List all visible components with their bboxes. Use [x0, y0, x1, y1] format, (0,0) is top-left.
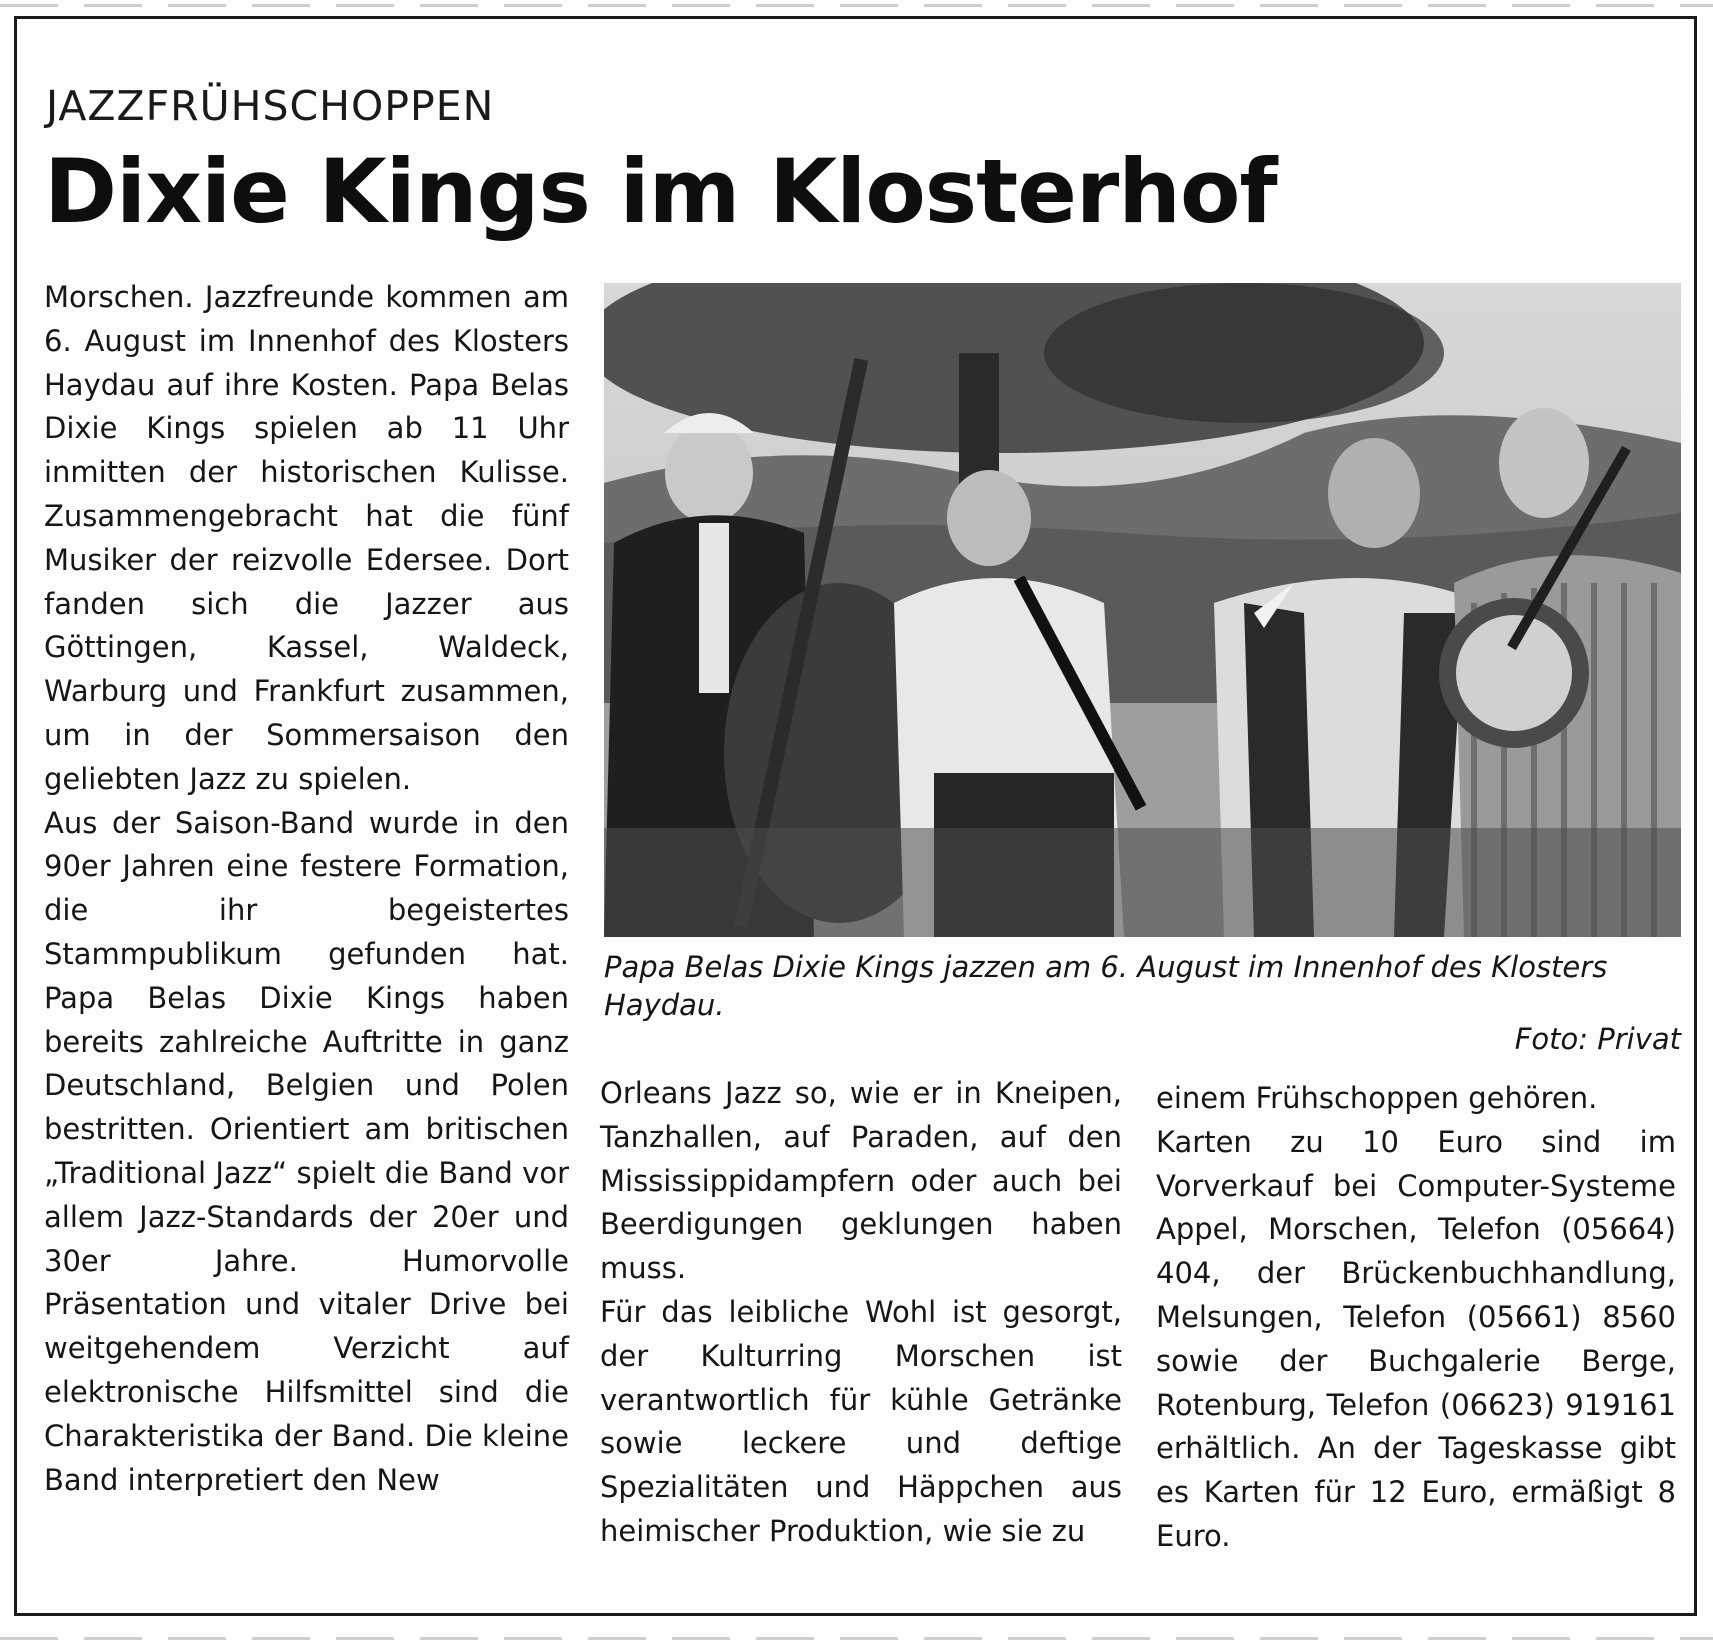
photo-caption [604, 948, 1681, 1058]
band-photo-illustration [604, 283, 1681, 937]
article-column-1 [44, 276, 569, 1502]
article-headline: Dixie Kings im Klosterhof [44, 140, 1277, 243]
paragraph: Orleans Jazz so, wie er in Kneipen, Tanzhallen, auf Paraden, auf den Mississippidampfern oder auch bei Beerdigungen geklungen haben muss. [600, 1076, 1122, 1286]
paragraph: einem Frühschoppen gehören. [1156, 1081, 1598, 1115]
article-kicker: JAZZFRÜHSCHOPPEN [46, 82, 495, 130]
band-photo [604, 283, 1681, 937]
paragraph: Aus der Saison-Band wurde in den 90er Jahren eine festere Formation, die ihr begeistertes Stammpublikum gefunden hat. Papa Belas Dixie Kings haben bereits zahlreiche Auftritte in ganz Deutschland, Belgien und Polen bestritten. Orientiert am britischen „Traditional Jazz“ spielt die Band vor allem Jazz-Standards der 20er und 30er Jahre. Humorvolle Präsentation und vitaler Drive bei weitgehendem Verzicht auf elektronische Hilfsmittel sind die Charakteristika der Band. Die kleine Band interpretiert den New [44, 805, 569, 1497]
scan-artifact-top [0, 4, 1713, 7]
paragraph: Karten zu 10 Euro sind im Vorverkauf bei Computer-Systeme Appel, Morschen, Telefon (05664) 404, der Brückenbuchhandlung, Melsungen, Telefon (05661) 8560 sowie der Buchgalerie Berge, Rotenburg, Telefon (06623) 919161 erhältlich. An der Tageskasse gibt es Karten für 12 Euro, ermäßigt 8 Euro. [1156, 1124, 1676, 1553]
article-column-2 [600, 1072, 1122, 1554]
article-column-3 [1156, 1077, 1676, 1559]
photo-credit: Foto: Privat [1514, 1022, 1681, 1056]
paragraph: Für das leibliche Wohl ist gesorgt, der Kulturring Morschen ist verantwortlich für kühle Getränke sowie leckere und deftige Spezialitäten und Häppchen aus heimischer Produktion, wie sie zu [600, 1294, 1122, 1548]
scan-artifact-bottom [0, 1637, 1713, 1640]
caption-text: Papa Belas Dixie Kings jazzen am 6. August im Innenhof des Klosters Haydau. [604, 950, 1608, 1022]
paragraph: Morschen. Jazzfreunde kommen am 6. August im Innenhof des Klosters Haydau auf ihre Kosten. Papa Belas Dixie Kings spielen ab 11 Uhr inmitten der historischen Kulisse. Zusammengebracht hat die fünf Musiker der reizvolle Edersee. Dort fanden sich die Jazzer aus Göttingen, Kassel, Waldeck, Warburg und Frankfurt zusammen, um in der Sommersaison den geliebten Jazz zu spielen. [44, 280, 569, 796]
